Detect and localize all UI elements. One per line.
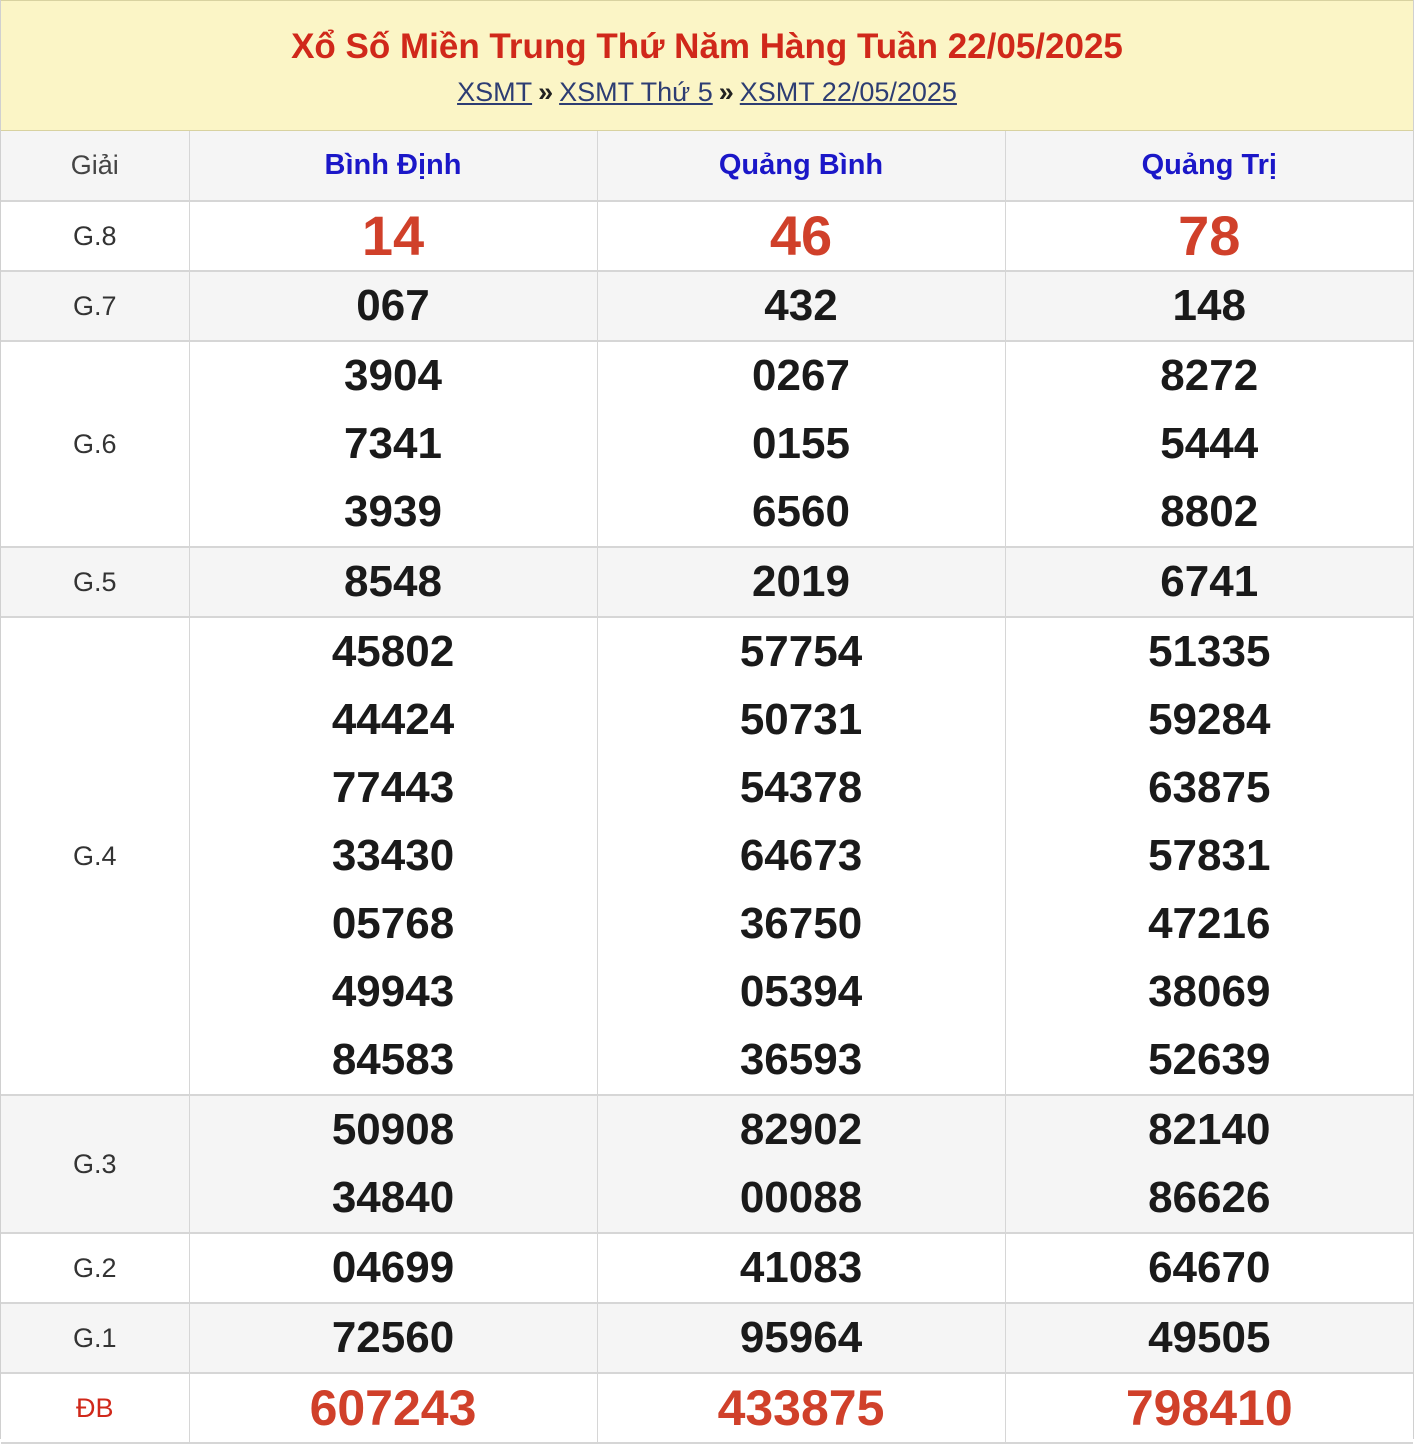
result-cell bbox=[597, 201, 1005, 271]
winning-number: 067 bbox=[356, 281, 430, 330]
result-cell bbox=[1005, 1373, 1413, 1443]
prize-label: G.4 bbox=[1, 617, 189, 1095]
result-cell bbox=[597, 1303, 1005, 1373]
winning-number: 52639 bbox=[1148, 1035, 1271, 1084]
prize-label: G.2 bbox=[1, 1233, 189, 1303]
winning-number: 46 bbox=[769, 204, 833, 267]
result-cell bbox=[189, 271, 597, 341]
winning-number: 82140 bbox=[1148, 1105, 1271, 1154]
winning-number: 8802 bbox=[1160, 487, 1259, 536]
winning-number: 433875 bbox=[717, 1380, 885, 1436]
winning-number: 148 bbox=[1172, 281, 1246, 330]
results-body bbox=[1, 201, 1413, 1443]
result-cell bbox=[597, 341, 1005, 547]
result-cell bbox=[1005, 1233, 1413, 1303]
results-table bbox=[1, 131, 1413, 1444]
result-cell bbox=[189, 341, 597, 547]
winning-number: 04699 bbox=[331, 1243, 455, 1292]
column-header-quang-tri[interactable]: Quảng Trị bbox=[1005, 131, 1413, 201]
winning-number: 8272 bbox=[1160, 351, 1259, 400]
result-cell bbox=[189, 1373, 597, 1443]
prize-label: G.6 bbox=[1, 341, 189, 547]
prize-label: G.1 bbox=[1, 1303, 189, 1373]
winning-number: 47216 bbox=[1148, 899, 1271, 948]
winning-number: 05768 bbox=[331, 899, 455, 948]
winning-number: 0155 bbox=[752, 419, 850, 468]
winning-number: 0267 bbox=[752, 351, 850, 400]
winning-number: 00088 bbox=[739, 1173, 863, 1222]
winning-number: 57754 bbox=[739, 627, 863, 676]
result-cell bbox=[189, 1095, 597, 1233]
result-cell bbox=[1005, 1095, 1413, 1233]
winning-number: 798410 bbox=[1125, 1380, 1293, 1436]
breadcrumb bbox=[1, 76, 1413, 108]
column-header-quang-binh[interactable]: Quảng Bình bbox=[597, 131, 1005, 201]
winning-number: 36750 bbox=[739, 899, 863, 948]
result-cell bbox=[597, 617, 1005, 1095]
winning-number: 57831 bbox=[1148, 831, 1271, 880]
winning-number: 432 bbox=[764, 281, 838, 330]
results-header bbox=[1, 0, 1413, 131]
prize-label: G.5 bbox=[1, 547, 189, 617]
winning-number: 607243 bbox=[309, 1380, 477, 1436]
winning-number: 49505 bbox=[1148, 1313, 1271, 1362]
result-cell bbox=[189, 1303, 597, 1373]
breadcrumb-link-xsmt[interactable]: XSMT bbox=[457, 77, 533, 107]
winning-number: 78 bbox=[1178, 204, 1241, 267]
winning-number: 41083 bbox=[739, 1243, 863, 1292]
result-cell bbox=[189, 617, 597, 1095]
table-row bbox=[1, 1373, 1413, 1443]
result-cell bbox=[189, 1233, 597, 1303]
result-cell bbox=[597, 1095, 1005, 1233]
result-cell bbox=[189, 201, 597, 271]
breadcrumb-separator: » bbox=[538, 77, 554, 107]
winning-number: 64670 bbox=[1148, 1243, 1271, 1292]
winning-number: 3904 bbox=[344, 351, 442, 400]
prize-label: G.8 bbox=[1, 201, 189, 271]
result-cell bbox=[189, 547, 597, 617]
winning-number: 6560 bbox=[752, 487, 850, 536]
winning-number: 51335 bbox=[1148, 627, 1271, 676]
breadcrumb-link-xsmt-thu-5[interactable]: XSMT Thứ 5 bbox=[559, 77, 713, 107]
winning-number: 64673 bbox=[739, 831, 863, 880]
result-cell bbox=[1005, 617, 1413, 1095]
winning-number: 95964 bbox=[739, 1313, 863, 1362]
prize-label: G.3 bbox=[1, 1095, 189, 1233]
prize-label: G.7 bbox=[1, 271, 189, 341]
table-row bbox=[1, 617, 1413, 1095]
table-header-row bbox=[1, 131, 1413, 201]
winning-number: 36593 bbox=[739, 1035, 863, 1084]
winning-number: 59284 bbox=[1148, 695, 1271, 744]
winning-number: 54378 bbox=[739, 763, 863, 812]
winning-number: 2019 bbox=[752, 557, 850, 606]
result-cell bbox=[597, 271, 1005, 341]
breadcrumb-link-xsmt-date[interactable]: XSMT 22/05/2025 bbox=[739, 77, 957, 107]
table-row bbox=[1, 201, 1413, 271]
result-cell bbox=[1005, 201, 1413, 271]
winning-number: 84583 bbox=[331, 1035, 455, 1084]
winning-number: 45802 bbox=[331, 627, 455, 676]
winning-number: 86626 bbox=[1148, 1173, 1271, 1222]
result-cell bbox=[597, 547, 1005, 617]
winning-number: 8548 bbox=[344, 557, 442, 606]
table-row bbox=[1, 1233, 1413, 1303]
table-row bbox=[1, 271, 1413, 341]
winning-number: 6741 bbox=[1160, 557, 1259, 606]
winning-number: 05394 bbox=[739, 967, 863, 1016]
winning-number: 77443 bbox=[331, 763, 455, 812]
prize-label: ĐB bbox=[1, 1373, 189, 1443]
result-cell bbox=[1005, 341, 1413, 547]
winning-number: 82902 bbox=[739, 1105, 863, 1154]
winning-number: 72560 bbox=[331, 1313, 455, 1362]
winning-number: 3939 bbox=[344, 487, 442, 536]
result-cell bbox=[597, 1233, 1005, 1303]
winning-number: 50908 bbox=[331, 1105, 455, 1154]
winning-number: 44424 bbox=[331, 695, 455, 744]
winning-number: 33430 bbox=[331, 831, 455, 880]
table-row bbox=[1, 1303, 1413, 1373]
table-row bbox=[1, 1095, 1413, 1233]
table-row bbox=[1, 341, 1413, 547]
winning-number: 63875 bbox=[1148, 763, 1271, 812]
winning-number: 38069 bbox=[1148, 967, 1271, 1016]
column-header-binh-dinh[interactable]: Bình Định bbox=[189, 131, 597, 201]
breadcrumb-separator: » bbox=[718, 77, 734, 107]
result-cell bbox=[1005, 271, 1413, 341]
result-cell bbox=[1005, 1303, 1413, 1373]
table-row bbox=[1, 547, 1413, 617]
winning-number: 7341 bbox=[344, 419, 442, 468]
result-cell bbox=[597, 1373, 1005, 1443]
winning-number: 50731 bbox=[739, 695, 863, 744]
result-cell bbox=[1005, 547, 1413, 617]
column-header-prize: Giải bbox=[1, 131, 189, 201]
winning-number: 14 bbox=[361, 204, 425, 267]
page-title: Xổ Số Miền Trung Thứ Năm Hàng Tuần 22/05/2025 bbox=[291, 27, 1123, 66]
winning-number: 34840 bbox=[331, 1173, 455, 1222]
winning-number: 49943 bbox=[331, 967, 455, 1016]
winning-number: 5444 bbox=[1160, 419, 1259, 468]
